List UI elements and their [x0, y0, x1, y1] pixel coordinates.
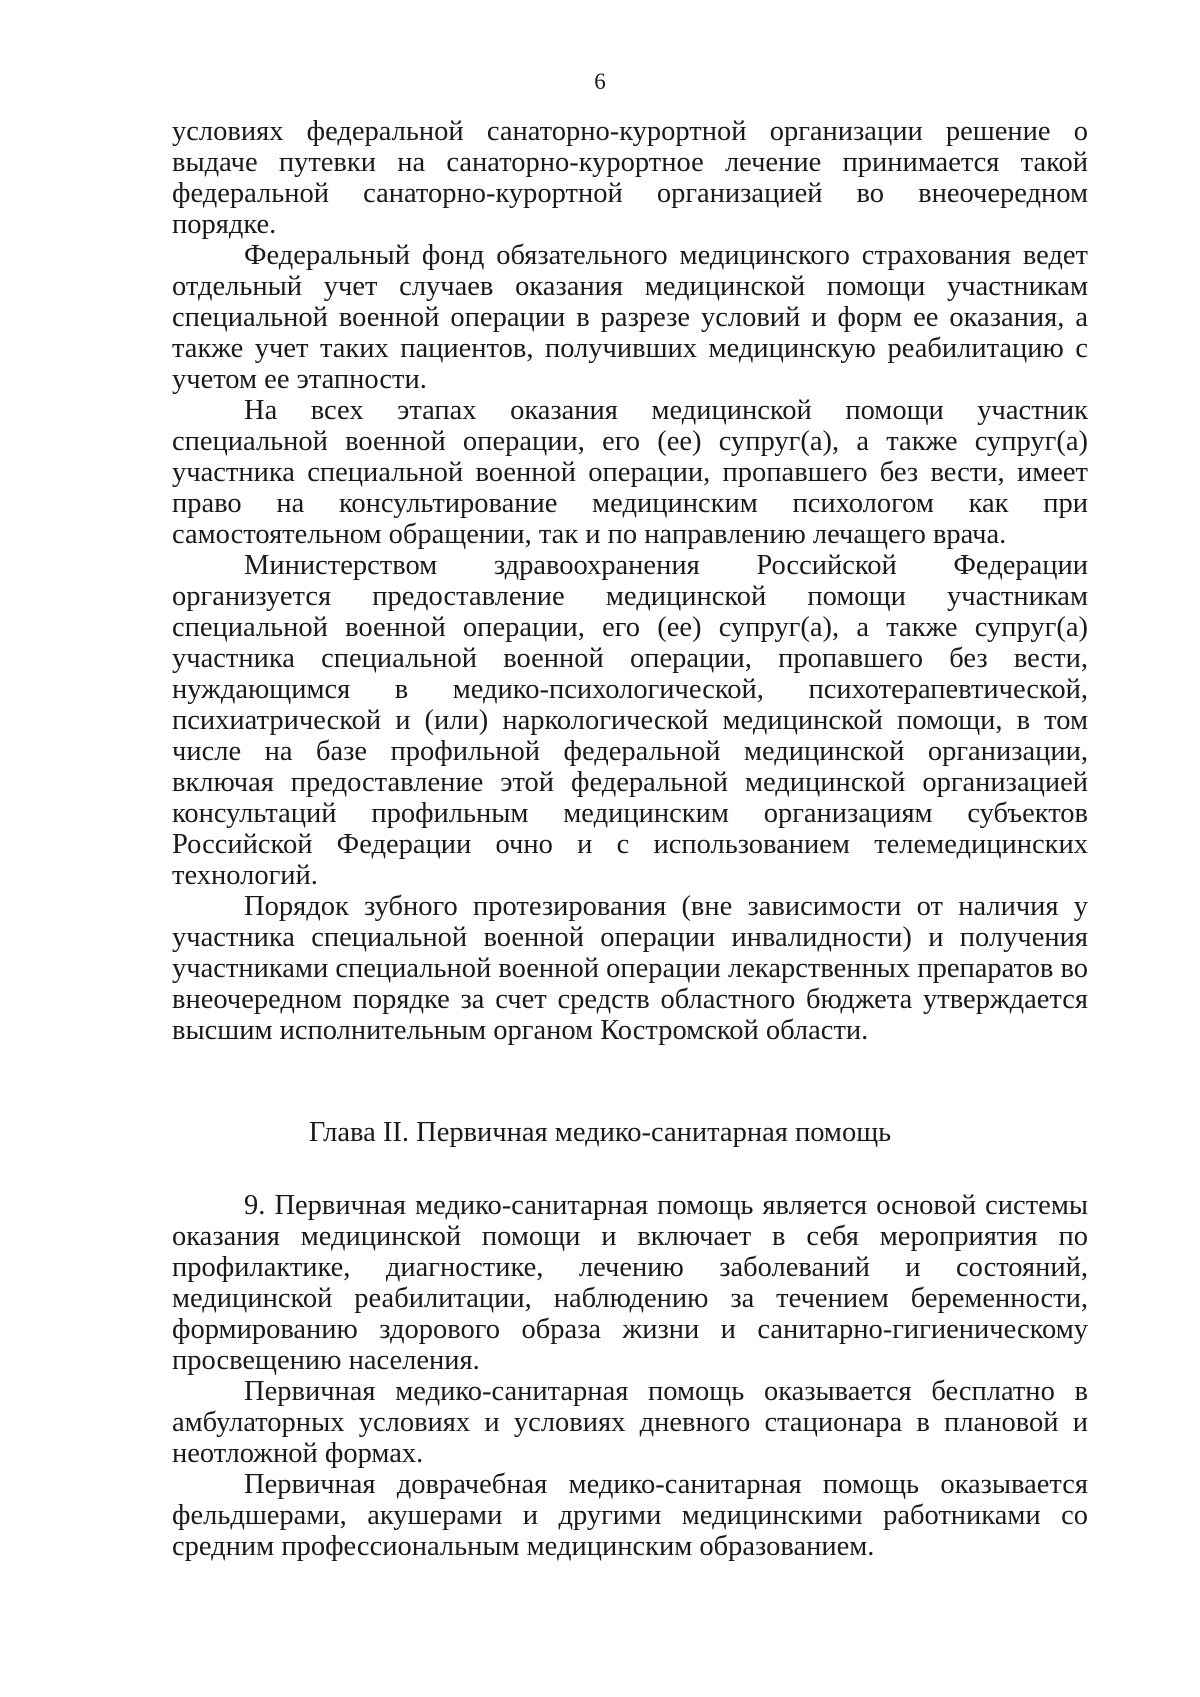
body-text-top [172, 116, 1088, 1046]
paragraph-numbered: 9. Первичная медико-санитарная помощь является основой системы оказания медицинской помощи и включает в себя мероприятия по профилактике, диагностике, лечению заболеваний и состояний, медицинской реабилитации, наблюдению за течением беременности, формированию здорового образа жизни и санитарно-гигиеническому просвещению населения. [172, 1190, 1088, 1376]
paragraph-continuation: условиях федеральной санаторно-курортной организации решение о выдаче путевки на санаторно-курортное лечение принимается такой федеральной санаторно-курортной организацией во внеочередном порядке. [172, 116, 1088, 240]
paragraph: Порядок зубного протезирования (вне зависимости от наличия у участника специальной военной операции инвалидности) и получения участниками специальной военной операции лекарственных препаратов во внеочередном порядке за счет средств областного бюджета утверждается высшим исполнительным органом Костромской области. [172, 891, 1088, 1046]
page-number: 6 [594, 69, 606, 94]
paragraph: Федеральный фонд обязательного медицинского страхования ведет отдельный учет случаев оказания медицинской помощи участникам специальной военной операции в разрезе условий и форм ее оказания, а также учет таких пациентов, получивших медицинскую реабилитацию с учетом ее этапности. [172, 240, 1088, 395]
paragraph: Министерством здравоохранения Российской Федерации организуется предоставление медицинской помощи участникам специальной военной операции, его (ее) супруг(а), а также супруг(а) участника специальной военной операции, пропавшего без вести, нуждающимся в медико-психологической, психотерапевтической, психиатрической и (или) наркологической медицинской помощи, в том числе на базе профильной федеральной медицинской организации, включая предоставление этой федеральной медицинской организацией консультаций профильным медицинским организациям субъектов Российской Федерации очно и с использованием телемедицинских технологий. [172, 550, 1088, 891]
paragraph: На всех этапах оказания медицинской помощи участник специальной военной операции, его (ее) супруг(а), а также супруг(а) участника специальной военной операции, пропавшего без вести, имеет право на консультирование медицинским психологом как при самостоятельном обращении, так и по направлению лечащего врача. [172, 395, 1088, 550]
paragraph: Первичная медико-санитарная помощь оказывается бесплатно в амбулаторных условиях и условиях дневного стационара в плановой и неотложной формах. [172, 1376, 1088, 1469]
body-text-bottom [172, 1190, 1088, 1562]
paragraph: Первичная доврачебная медико-санитарная помощь оказывается фельдшерами, акушерами и другими медицинскими работниками со средним профессиональным медицинским образованием. [172, 1469, 1088, 1562]
chapter-title: Глава II. Первичная медико-санитарная помощь [308, 1117, 892, 1148]
